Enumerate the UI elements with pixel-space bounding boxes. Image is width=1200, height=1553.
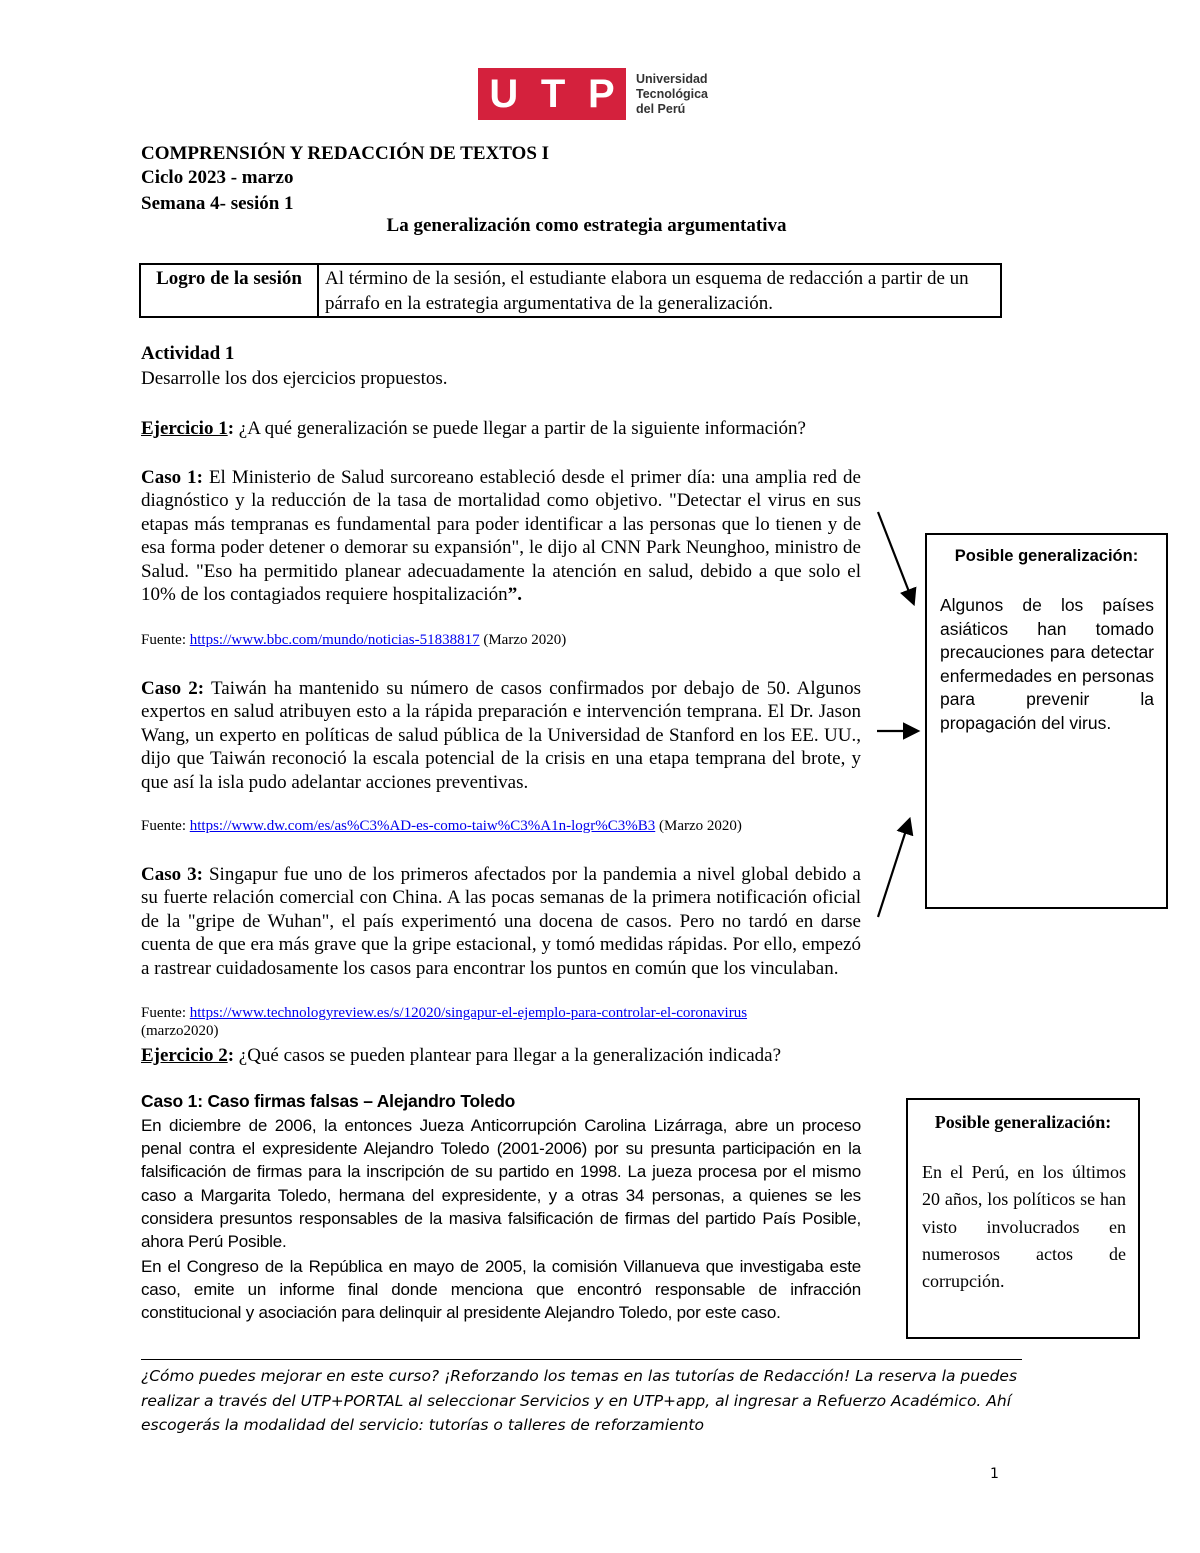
exercise-2-label: Ejercicio 2 [141,1045,228,1066]
logo-letter-u: U [489,72,519,116]
exercise-2-case-paragraph-1: En diciembre de 2006, la entonces Jueza Anticorrupción Carolina Lizárraga, abre un proceso penal contra el expresidente Alejandro Toledo (2001-2006) por su presunta participación en la falsificación de firmas para la inscripción de su partido en 1998. La jueza procesa por el mismo caso a Margarita Toledo, hermana del expresidente, y a otras 34 personas, a quienes se les considera presuntos responsables de la masiva falsificación de firmas del partido País Posible, ahora Perú Posible. [141,1116,861,1252]
footer-divider [141,1359,1022,1360]
case-1-end: ”. [507,584,522,606]
page-number: 1 [990,1466,999,1482]
exercise-1-colon: : [227,418,235,439]
case-3-text: Singapur fue uno de los primeros afectados por la pandemia a nivel global debido a su fuerte relación comercial con China. A las pocas semanas de la primera notificación oficial de la "gripe de Wuhan", el país experimentó una docena de casos. Pero no tardó en darse cuenta de que era más grave que la gripe estacional, y tomó medidas rápidas. Por ello, empezó a rastrear cuidadosamente los casos para encontrar los puntos en común que los vinculaban. [141,864,861,979]
logo-letter-t: T [540,72,566,116]
generalization-box-2 [906,1098,1140,1339]
case-3-source-link[interactable]: https://www.technologyreview.es/s/12020/singapur-el-ejemplo-para-controlar-el-coronavirus [189,1005,748,1021]
logo-line-1: Universidad [636,71,708,86]
case-1-source-date: (Marzo 2020) [479,632,567,648]
generalization-box-2-title: Posible generalización: [934,1112,1112,1132]
arrow-case-1 [878,512,913,602]
generalization-box-1-title: Posible generalización: [954,547,1139,565]
activity-instruction: Desarrolle los dos ejercicios propuestos. [141,368,448,389]
case-2-source-label: Fuente: [141,818,190,834]
case-2-source-date: (Marzo 2020) [655,818,742,834]
exercise-2-colon: : [227,1045,235,1066]
case-2-text: Taiwán ha mantenido su número de casos confirmados por debajo de 50. Algunos expertos en salud atribuyen esto a la rápida preparación e intervención temprana. El Dr. Jason Wang, un experto en políticas de salud pública de la Universidad de Stanford en los EE. UU., dijo que Taiwán reconoció la escala potencial de la crisis en una etapa temprana del brote, y que así la isla pudo adelantar acciones preventivas. [141,678,861,793]
logo-line-2: Tecnológica [636,86,709,101]
case-1-text: El Ministerio de Salud surcoreano estableció desde el primer día: una amplia red de diagnóstico y la reducción de la tasa de mortalidad como objetivo. "Detectar el virus en sus etapas más tempranas es fundamental para poder identificar a las personas que lo tienen y de esa forma poder detener o demorar su expansión", le dijo al CNN Park Neunghoo, ministro de Salud. "Eso ha permitido planear adecuadamente la atención en salud, debido a que solo el 10% de los contagiados requiere hospitalización [141,467,861,606]
exercise-1-label: Ejercicio 1 [141,418,228,439]
case-1-label: Caso 1: [141,467,203,488]
exercise-1-question: ¿A qué generalización se puede llegar a partir de la siguiente información? [234,418,806,439]
activity-title: Actividad 1 [141,343,235,364]
logo-letter-p: P [587,72,615,116]
generalization-box-1-text: Algunos de los países asiáticos han tomado precauciones para detectar enfermedades en personas para prevenir la propagación del virus. [940,595,1154,733]
logro-label: Logro de la sesión [140,264,318,317]
exercise-2-question: ¿Qué casos se pueden plantear para llegar a la generalización indicada? [234,1045,782,1066]
case-3-source-label: Fuente: [141,1005,190,1021]
footer-note: ¿Cómo puedes mejorar en este curso? ¡Reforzando los temas en las tutorías de Redacción! La reserva la puedes realizar a través del UTP+PORTAL al seleccionar Servicios y en UTP+app, al ingresar a Refuerzo Académico. Ahí escogerás la modalidad del servicio: tutorías o talleres de reforzamiento [141,1367,1018,1435]
case-1-source-label: Fuente: [141,632,190,648]
case-2-source-link[interactable]: https://www.dw.com/es/as%C3%AD-es-como-taiw%C3%A1n-logr%C3%B3 [189,818,656,834]
logo-line-3: del Perú [636,101,686,116]
course-title: COMPRENSIÓN Y REDACCIÓN DE TEXTOS I [141,143,550,164]
exercise-2-case-label: Caso 1: Caso firmas falsas – Alejandro Toledo [141,1091,516,1111]
exercise-2-case-paragraph-2: En el Congreso de la República en mayo de 2005, la comisión Villanueva que investigaba este caso, emite un informe final donde menciona que encontró responsable de infracción constitucional y asociación para delinquir al presidente Alejandro Toledo, por este caso. [141,1257,861,1323]
generalization-box-2-text: En el Perú, en los últimos 20 años, los políticos se han visto involucrados en numerosos actos de corrupción. [922,1162,1126,1292]
case-3-source-date: (marzo2020) [141,1023,219,1039]
week-label: Semana 4- sesión 1 [141,193,294,214]
case-1-source-link[interactable]: https://www.bbc.com/mundo/noticias-51838817 [189,632,480,648]
arrow-case-3 [878,821,909,917]
exercise-2-heading [141,1044,881,1067]
session-title: La generalización como estrategia argumentativa [386,215,787,236]
case-3-label: Caso 3: [141,864,203,885]
cycle-label: Ciclo 2023 - marzo [141,167,294,188]
case-2-label: Caso 2: [141,678,205,699]
logro-text: Al término de la sesión, el estudiante elabora un esquema de redacción a partir de un párrafo en la estrategia argumentativa de la generalización. [318,264,1001,317]
